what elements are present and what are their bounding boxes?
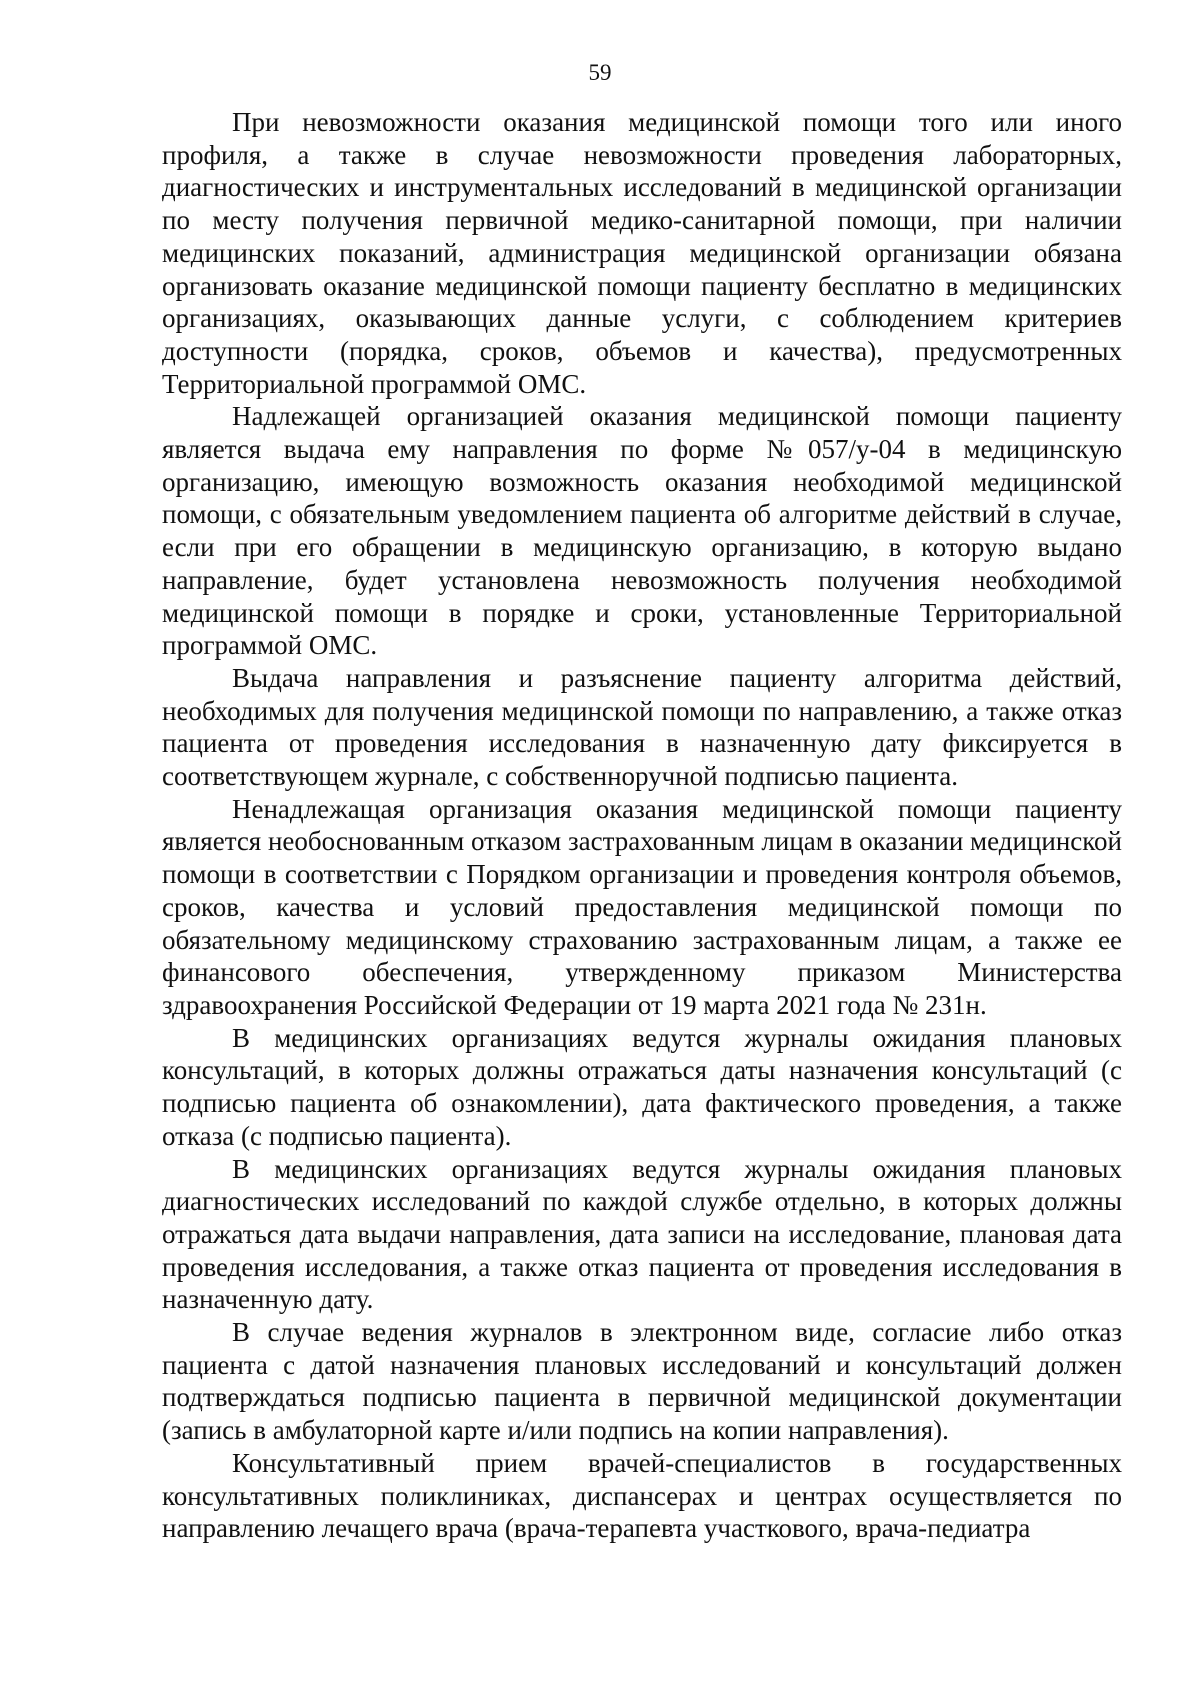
paragraph-4: Ненадлежащая организация оказания медицинской помощи пациенту является необоснованным отказом застрахованным лицам в оказании медицинской помощи в соответствии с Порядком организации и проведения контроля объемов, сроков, качества и условий предоставления медицинской помощи по обязательному медицинскому страхованию застрахованным лицам, а также ее финансового обеспечения, утвержденному приказом Министерства здравоохранения Российской Федерации от 19 марта 2021 года № 231н.: [162, 793, 1122, 1020]
page-number: 59: [588, 60, 612, 85]
paragraph-6: В медицинских организациях ведутся журналы ожидания плановых диагностических исследований по каждой службе отдельно, в которых должны отражаться дата выдачи направления, дата записи на исследование, плановая дата проведения исследования, а также отказ пациента от проведения исследования в назначенную дату.: [162, 1153, 1122, 1315]
paragraph-5: В медицинских организациях ведутся журналы ожидания плановых консультаций, в которых должны отражаться даты назначения консультаций (с подписью пациента об ознакомлении), дата фактического проведения, а также отказа (с подписью пациента).: [162, 1022, 1122, 1151]
paragraph-2: Надлежащей организацией оказания медицинской помощи пациенту является выдача ему направления по форме №057/у-04 в медицинскую организацию, имеющую возможность оказания необходимой медицинской помощи, с обязательным уведомлением пациента об алгоритме действий в случае, если при его обращении в медицинскую организацию, в которую выдано направление, будет установлена невозможность получения необходимой медицинской помощи в порядке и сроки, установленные Территориальной программой ОМС.: [162, 401, 1122, 661]
paragraph-1: При невозможности оказания медицинской помощи того или иного профиля, а также в случае невозможности проведения лабораторных, диагностических и инструментальных исследований в медицинской организации по месту получения первичной медико-санитарной помощи, при наличии медицинских показаний, администрация медицинской организации обязана организовать оказание медицинской помощи пациенту бесплатно в медицинских организациях, оказывающих данные услуги, с соблюдением критериев доступности (порядка, сроков, объемов и качества), предусмотренных Территориальной программой ОМС.: [162, 107, 1122, 399]
paragraph-7: В случае ведения журналов в электронном виде, согласие либо отказ пациента с датой назначения плановых исследований и консультаций должен подтверждаться подписью пациента в первичной медицинской документации (запись в амбулаторной карте и/или подпись на копии направления).: [162, 1317, 1122, 1446]
page-body: [162, 106, 1122, 1545]
paragraph-3: Выдача направления и разъяснение пациенту алгоритма действий, необходимых для получения медицинской помощи по направлению, а также отказ пациента от проведения исследования в назначенную дату фиксируется в соответствующем журнале, с собственноручной подписью пациента.: [162, 662, 1122, 792]
paragraph-8: Консультативный прием врачей-специалистов в государственных консультативных поликлиниках, диспансерах и центрах осуществляется по направлению лечащего врача (врача-терапевта участкового, врача-педиатра: [162, 1447, 1122, 1544]
